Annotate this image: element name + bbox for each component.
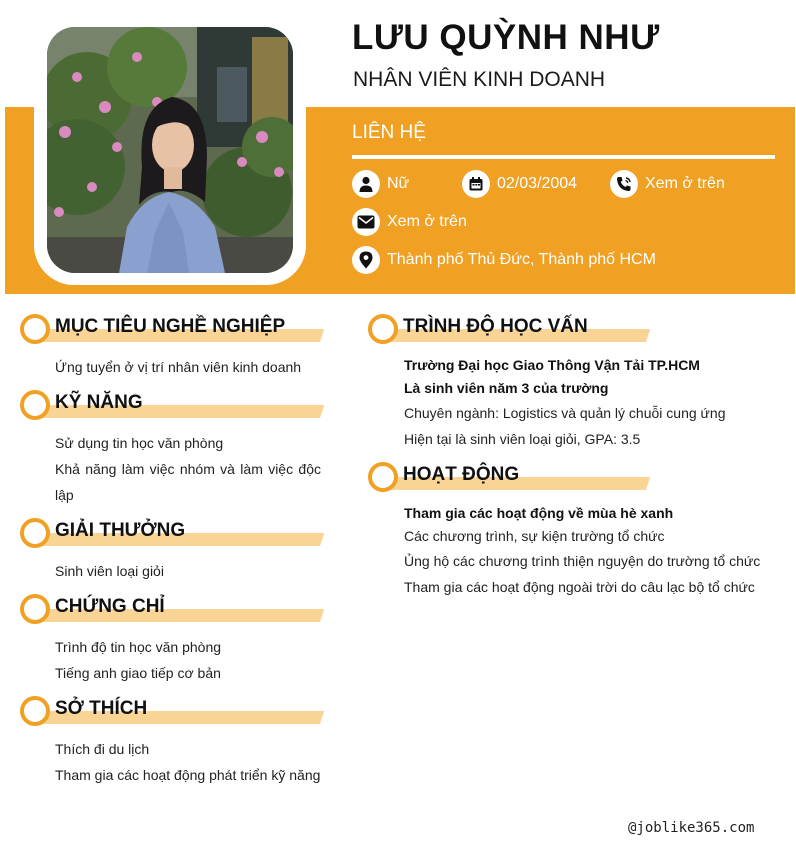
section-title: GIẢI THƯỞNG bbox=[55, 520, 186, 541]
skill-item: Khả năng làm việc nhóm và làm việc độc lập bbox=[55, 461, 321, 503]
section-title: TRÌNH ĐỘ HỌC VẤN bbox=[403, 316, 588, 337]
award-item: Sinh viên loại giỏi bbox=[55, 563, 164, 579]
education-year: Là sinh viên năm 3 của trường bbox=[404, 380, 609, 396]
activity-item: Các chương trình, sự kiện trường tổ chức bbox=[404, 528, 665, 544]
calendar-icon bbox=[462, 170, 490, 198]
hobby-item: Thích đi du lịch bbox=[55, 741, 150, 757]
section-ring-icon bbox=[20, 594, 50, 624]
education-detail: Hiện tại là sinh viên loại giỏi, GPA: 3.5 bbox=[404, 431, 641, 447]
candidate-name: LƯU QUỲNH NHƯ bbox=[352, 18, 660, 57]
location-pin-icon bbox=[352, 246, 380, 274]
section-ring-icon bbox=[368, 314, 398, 344]
section-certificates bbox=[20, 594, 322, 626]
contact-phone bbox=[610, 170, 725, 198]
address-value: Thành phố Thủ Đức, Thành phố HCM bbox=[387, 251, 656, 268]
section-hobbies bbox=[20, 696, 322, 728]
hobby-item: Tham gia các hoạt động phát triển kỹ năng bbox=[55, 767, 321, 783]
section-ring-icon bbox=[20, 314, 50, 344]
gender-value: Nữ bbox=[387, 175, 410, 192]
contact-heading: LIÊN HỆ bbox=[352, 122, 426, 143]
phone-value: Xem ở trên bbox=[645, 175, 725, 192]
certificate-item: Trình độ tin học văn phòng bbox=[55, 639, 222, 655]
job-title: NHÂN VIÊN KINH DOANH bbox=[353, 68, 606, 91]
section-activities bbox=[368, 462, 648, 494]
section-education bbox=[368, 314, 648, 346]
section-objective bbox=[20, 314, 322, 346]
contact-divider bbox=[352, 155, 775, 159]
objective-line: Ứng tuyển ở vị trí nhân viên kinh doanh bbox=[55, 359, 302, 375]
section-skills bbox=[20, 390, 322, 422]
section-ring-icon bbox=[20, 390, 50, 420]
envelope-icon bbox=[352, 208, 380, 236]
birthdate-value: 02/03/2004 bbox=[497, 175, 578, 192]
contact-birthdate bbox=[462, 170, 577, 198]
section-ring-icon bbox=[20, 518, 50, 548]
section-title: MỤC TIÊU NGHỀ NGHIỆP bbox=[55, 316, 286, 337]
skill-item: Sử dụng tin học văn phòng bbox=[55, 435, 224, 451]
contact-email bbox=[352, 208, 467, 236]
activity-item: Ủng hộ các chương trình thiện nguyện do trường tổ chức bbox=[404, 553, 761, 569]
section-awards bbox=[20, 518, 322, 550]
section-title: CHỨNG CHỈ bbox=[55, 596, 165, 617]
section-title: SỞ THÍCH bbox=[55, 698, 148, 719]
site-watermark: @joblike365.com bbox=[628, 820, 755, 836]
education-detail: Chuyên ngành: Logistics và quản lý chuỗi cung ứng bbox=[404, 405, 726, 421]
section-ring-icon bbox=[368, 462, 398, 492]
contact-address bbox=[352, 246, 656, 274]
activity-headline: Tham gia các hoạt động về mùa hè xanh bbox=[404, 505, 674, 521]
section-title: KỸ NĂNG bbox=[55, 392, 143, 413]
profile-photo bbox=[47, 27, 293, 273]
phone-icon bbox=[610, 170, 638, 198]
section-title: HOẠT ĐỘNG bbox=[403, 464, 520, 485]
activity-item: Tham gia các hoạt động ngoài trời do câu lạc bộ tổ chức bbox=[404, 579, 755, 595]
person-icon bbox=[352, 170, 380, 198]
email-value: Xem ở trên bbox=[387, 213, 467, 230]
section-ring-icon bbox=[20, 696, 50, 726]
certificate-item: Tiếng anh giao tiếp cơ bản bbox=[55, 665, 221, 681]
education-school: Trường Đại học Giao Thông Vận Tải TP.HCM bbox=[404, 357, 700, 373]
contact-gender bbox=[352, 170, 409, 198]
